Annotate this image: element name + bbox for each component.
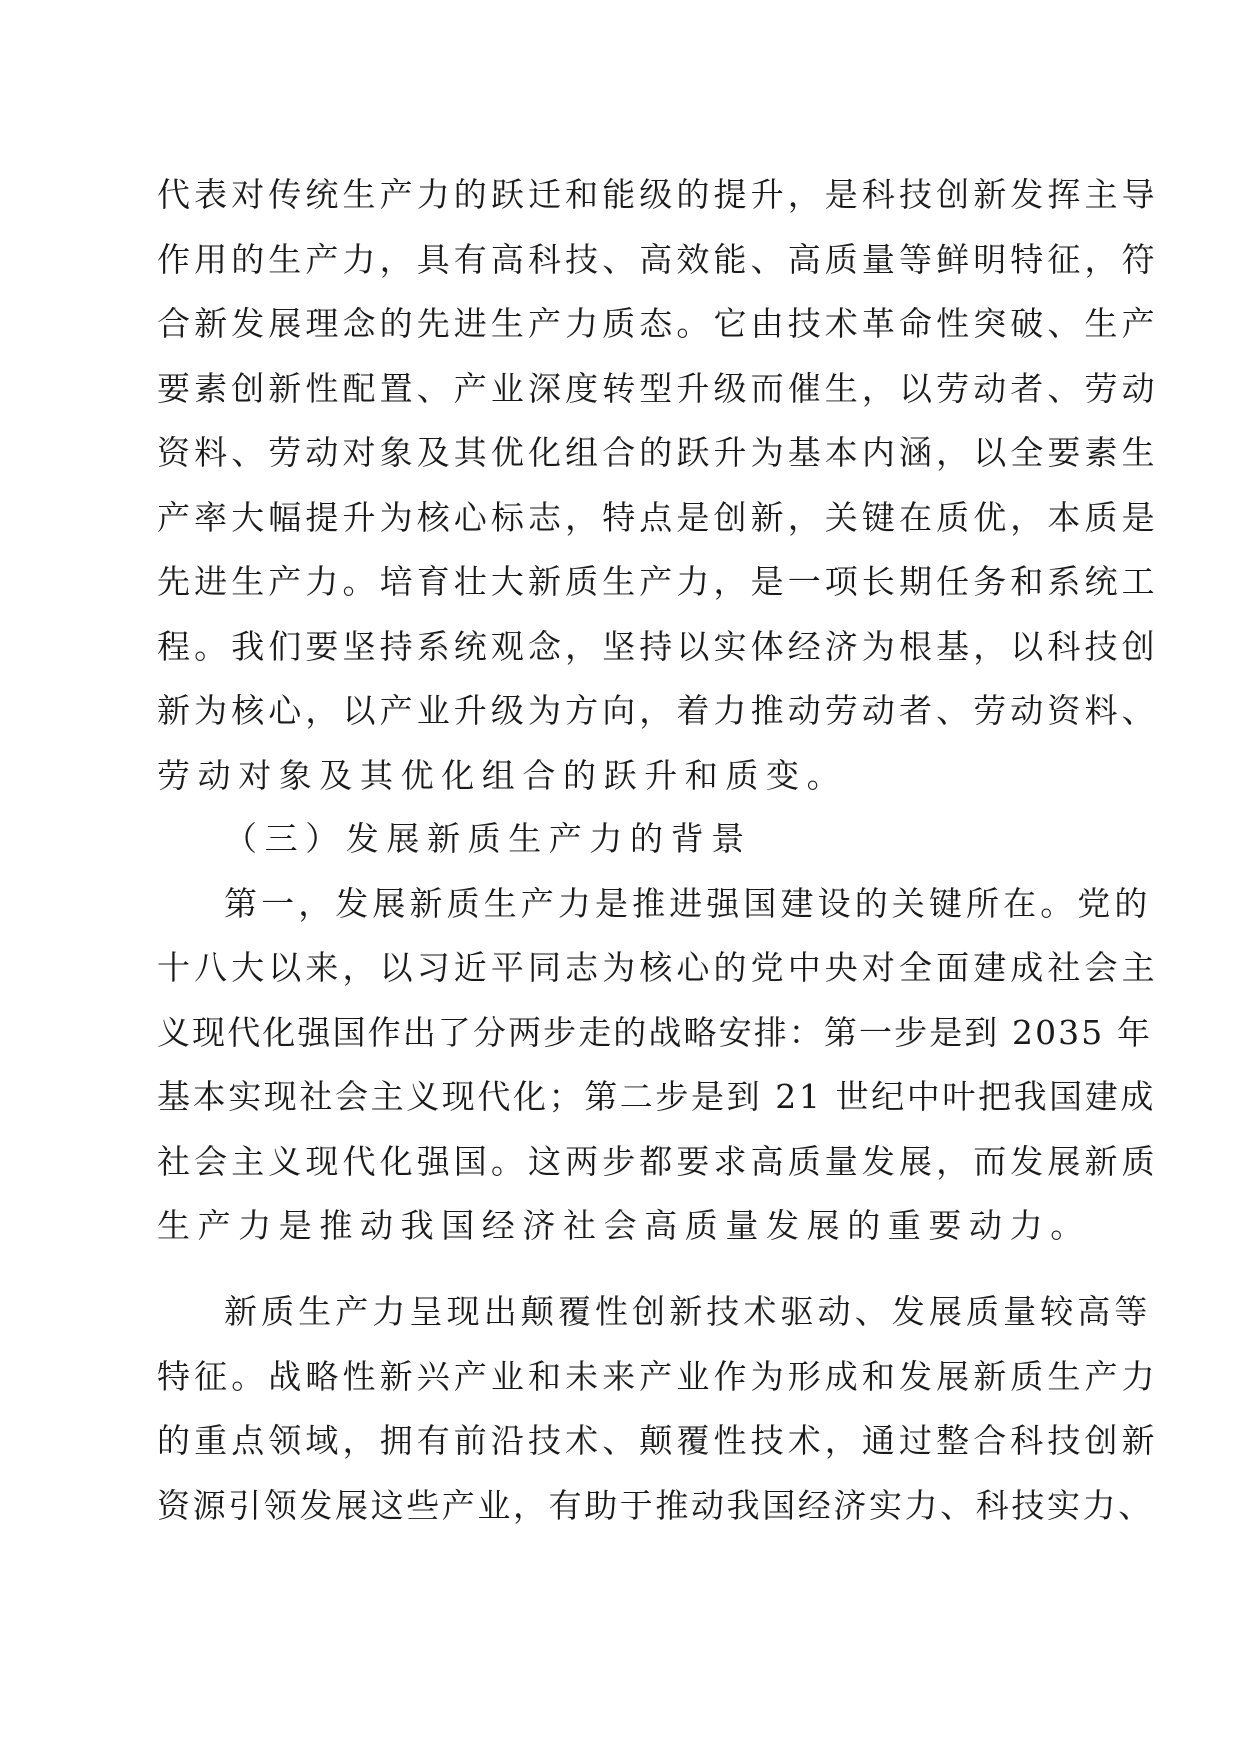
text-line: 先进生产力。培育壮大新质生产力，是一项长期任务和系统工: [157, 562, 1159, 601]
text-line: 新为核心，以产业升级为方向，着力推动劳动者、劳动资料、: [157, 691, 1159, 730]
text-line: 要素创新性配置、产业深度转型升级而催生，以劳动者、劳动: [157, 369, 1159, 408]
text-line: 十八大以来，以习近平同志为核心的党中央对全面建成社会主: [157, 948, 1159, 987]
text-line: 劳动对象及其优化组合的跃升和质变。: [157, 756, 848, 795]
text-line: 产率大幅提升为核心标志，特点是创新，关键在质优，本质是: [157, 498, 1159, 537]
text-line: 作用的生产力，具有高科技、高效能、高质量等鲜明特征，符: [157, 240, 1159, 279]
section-heading: （三）发展新质生产力的背景: [224, 819, 752, 858]
text-line: 义现代化强国作出了分两步走的战略安排：第一步是到 2035 年: [157, 1013, 1153, 1052]
text-line: 程。我们要坚持系统观念，坚持以实体经济为根基，以科技创: [157, 627, 1159, 666]
text-line: 的重点领域，拥有前沿技术、颠覆性技术，通过整合科技创新: [157, 1421, 1159, 1460]
text-line: 特征。战略性新兴产业和未来产业作为形成和发展新质生产力: [157, 1357, 1159, 1396]
text-line: 社会主义现代化强国。这两步都要求高质量发展，而发展新质: [157, 1142, 1159, 1181]
text-line: 资料、劳动对象及其优化组合的跃升为基本内涵，以全要素生: [157, 433, 1159, 472]
text-line: 资源引领发展这些产业，有助于推动我国经济实力、科技实力、: [157, 1486, 1154, 1525]
text-line: 基本实现社会主义现代化；第二步是到 21 世纪中叶把我国建成: [157, 1077, 1156, 1116]
text-line: 生产力是推动我国经济社会高质量发展的重要动力。: [157, 1206, 1091, 1245]
text-line: 新质生产力呈现出颠覆性创新技术驱动、发展质量较高等: [224, 1292, 1152, 1331]
text-line: 合新发展理念的先进生产力质态。它由技术革命性突破、生产: [157, 304, 1159, 343]
text-line: 第一，发展新质生产力是推进强国建设的关键所在。党的: [224, 884, 1152, 923]
text-line: 代表对传统生产力的跃迁和能级的提升，是科技创新发挥主导: [157, 175, 1159, 214]
